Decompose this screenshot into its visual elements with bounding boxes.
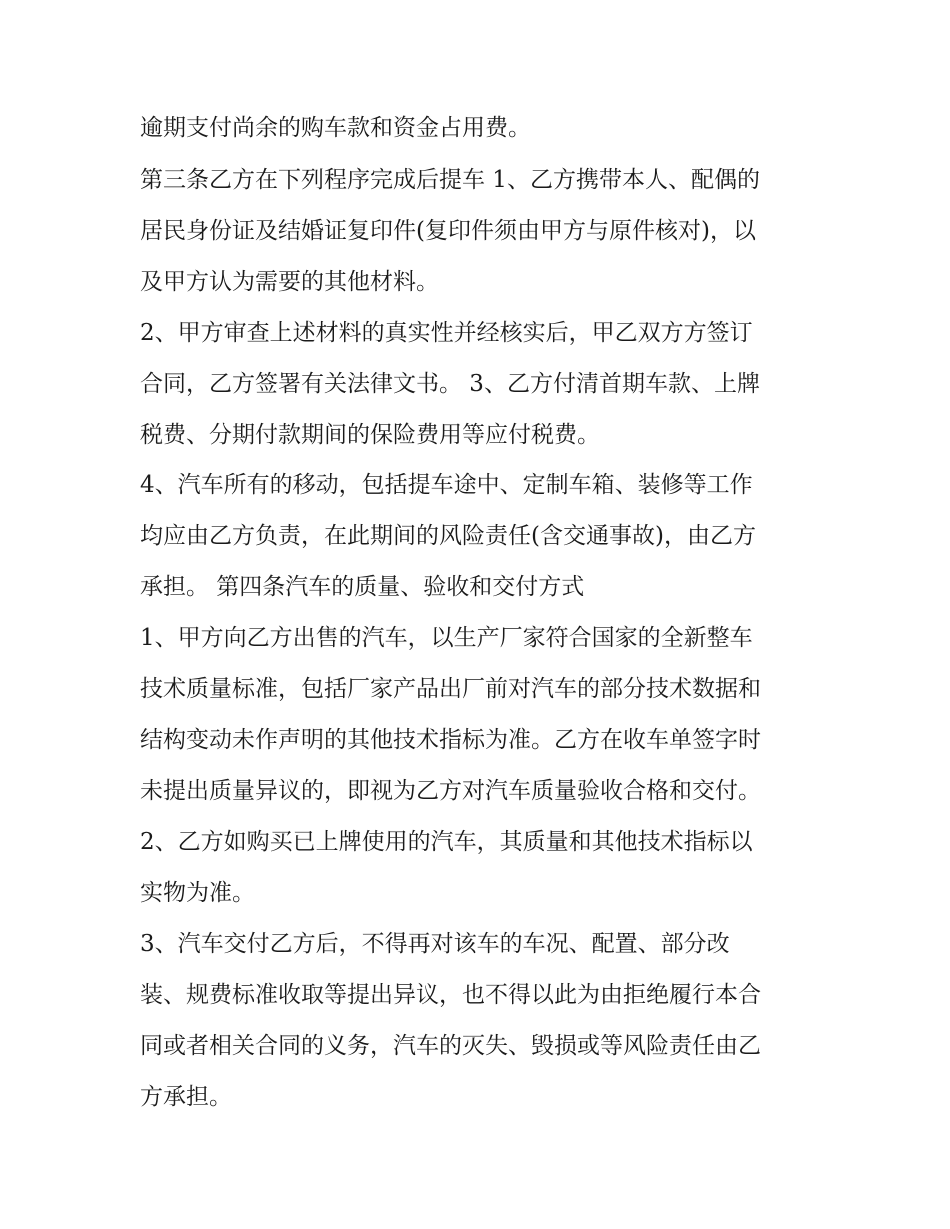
text-line: 技术质量标准，包括厂家产品出厂前对汽车的部分技术数据和: [140, 676, 761, 702]
text-line: 4、汽车所有的移动，包括提车途中、定制车箱、装修等工作: [140, 472, 753, 498]
text-line: 居民身份证及结婚证复印件(复印件须由甲方与原件核对)，以: [140, 218, 756, 244]
text-line: 均应由乙方负责，在此期间的风险责任(含交通事故)，由乙方: [140, 523, 756, 549]
text-line: 及甲方认为需要的其他材料。: [140, 269, 439, 295]
text-line: 3、汽车交付乙方后，不得再对该车的车况、配置、部分改: [140, 931, 730, 957]
text-line: 2、乙方如购买已上牌使用的汽车，其质量和其他技术指标以: [140, 829, 753, 855]
text-line: 实物为准。: [140, 880, 255, 906]
text-line: 结构变动未作声明的其他技术指标为准。乙方在收车单签字时: [140, 727, 761, 753]
text-line: 税费、分期付款期间的保险费用等应付税费。: [140, 422, 600, 448]
text-line: 1、甲方向乙方出售的汽车，以生产厂家符合国家的全新整车: [140, 625, 753, 651]
text-line: 2、甲方审查上述材料的真实性并经核实后，甲乙双方方签订: [140, 320, 753, 346]
text-line: 未提出质量异议的，即视为乙方对汽车质量验收合格和交付。: [140, 778, 761, 804]
text-line: 逾期支付尚余的购车款和资金占用费。: [140, 115, 531, 141]
text-line: 装、规费标准收取等提出异议，也不得以此为由拒绝履行本合: [140, 982, 761, 1008]
text-line: 合同，乙方签署有关法律文书。 3、乙方付清首期车款、上牌: [140, 371, 760, 397]
text-line: 第三条乙方在下列程序完成后提车 1、乙方携带本人、配偶的: [140, 167, 760, 193]
text-line: 承担。 第四条汽车的质量、验收和交付方式: [140, 574, 585, 600]
text-line: 同或者相关合同的义务，汽车的灭失、毁损或等风险责任由乙: [140, 1033, 761, 1059]
text-line: 方承担。: [140, 1084, 232, 1110]
